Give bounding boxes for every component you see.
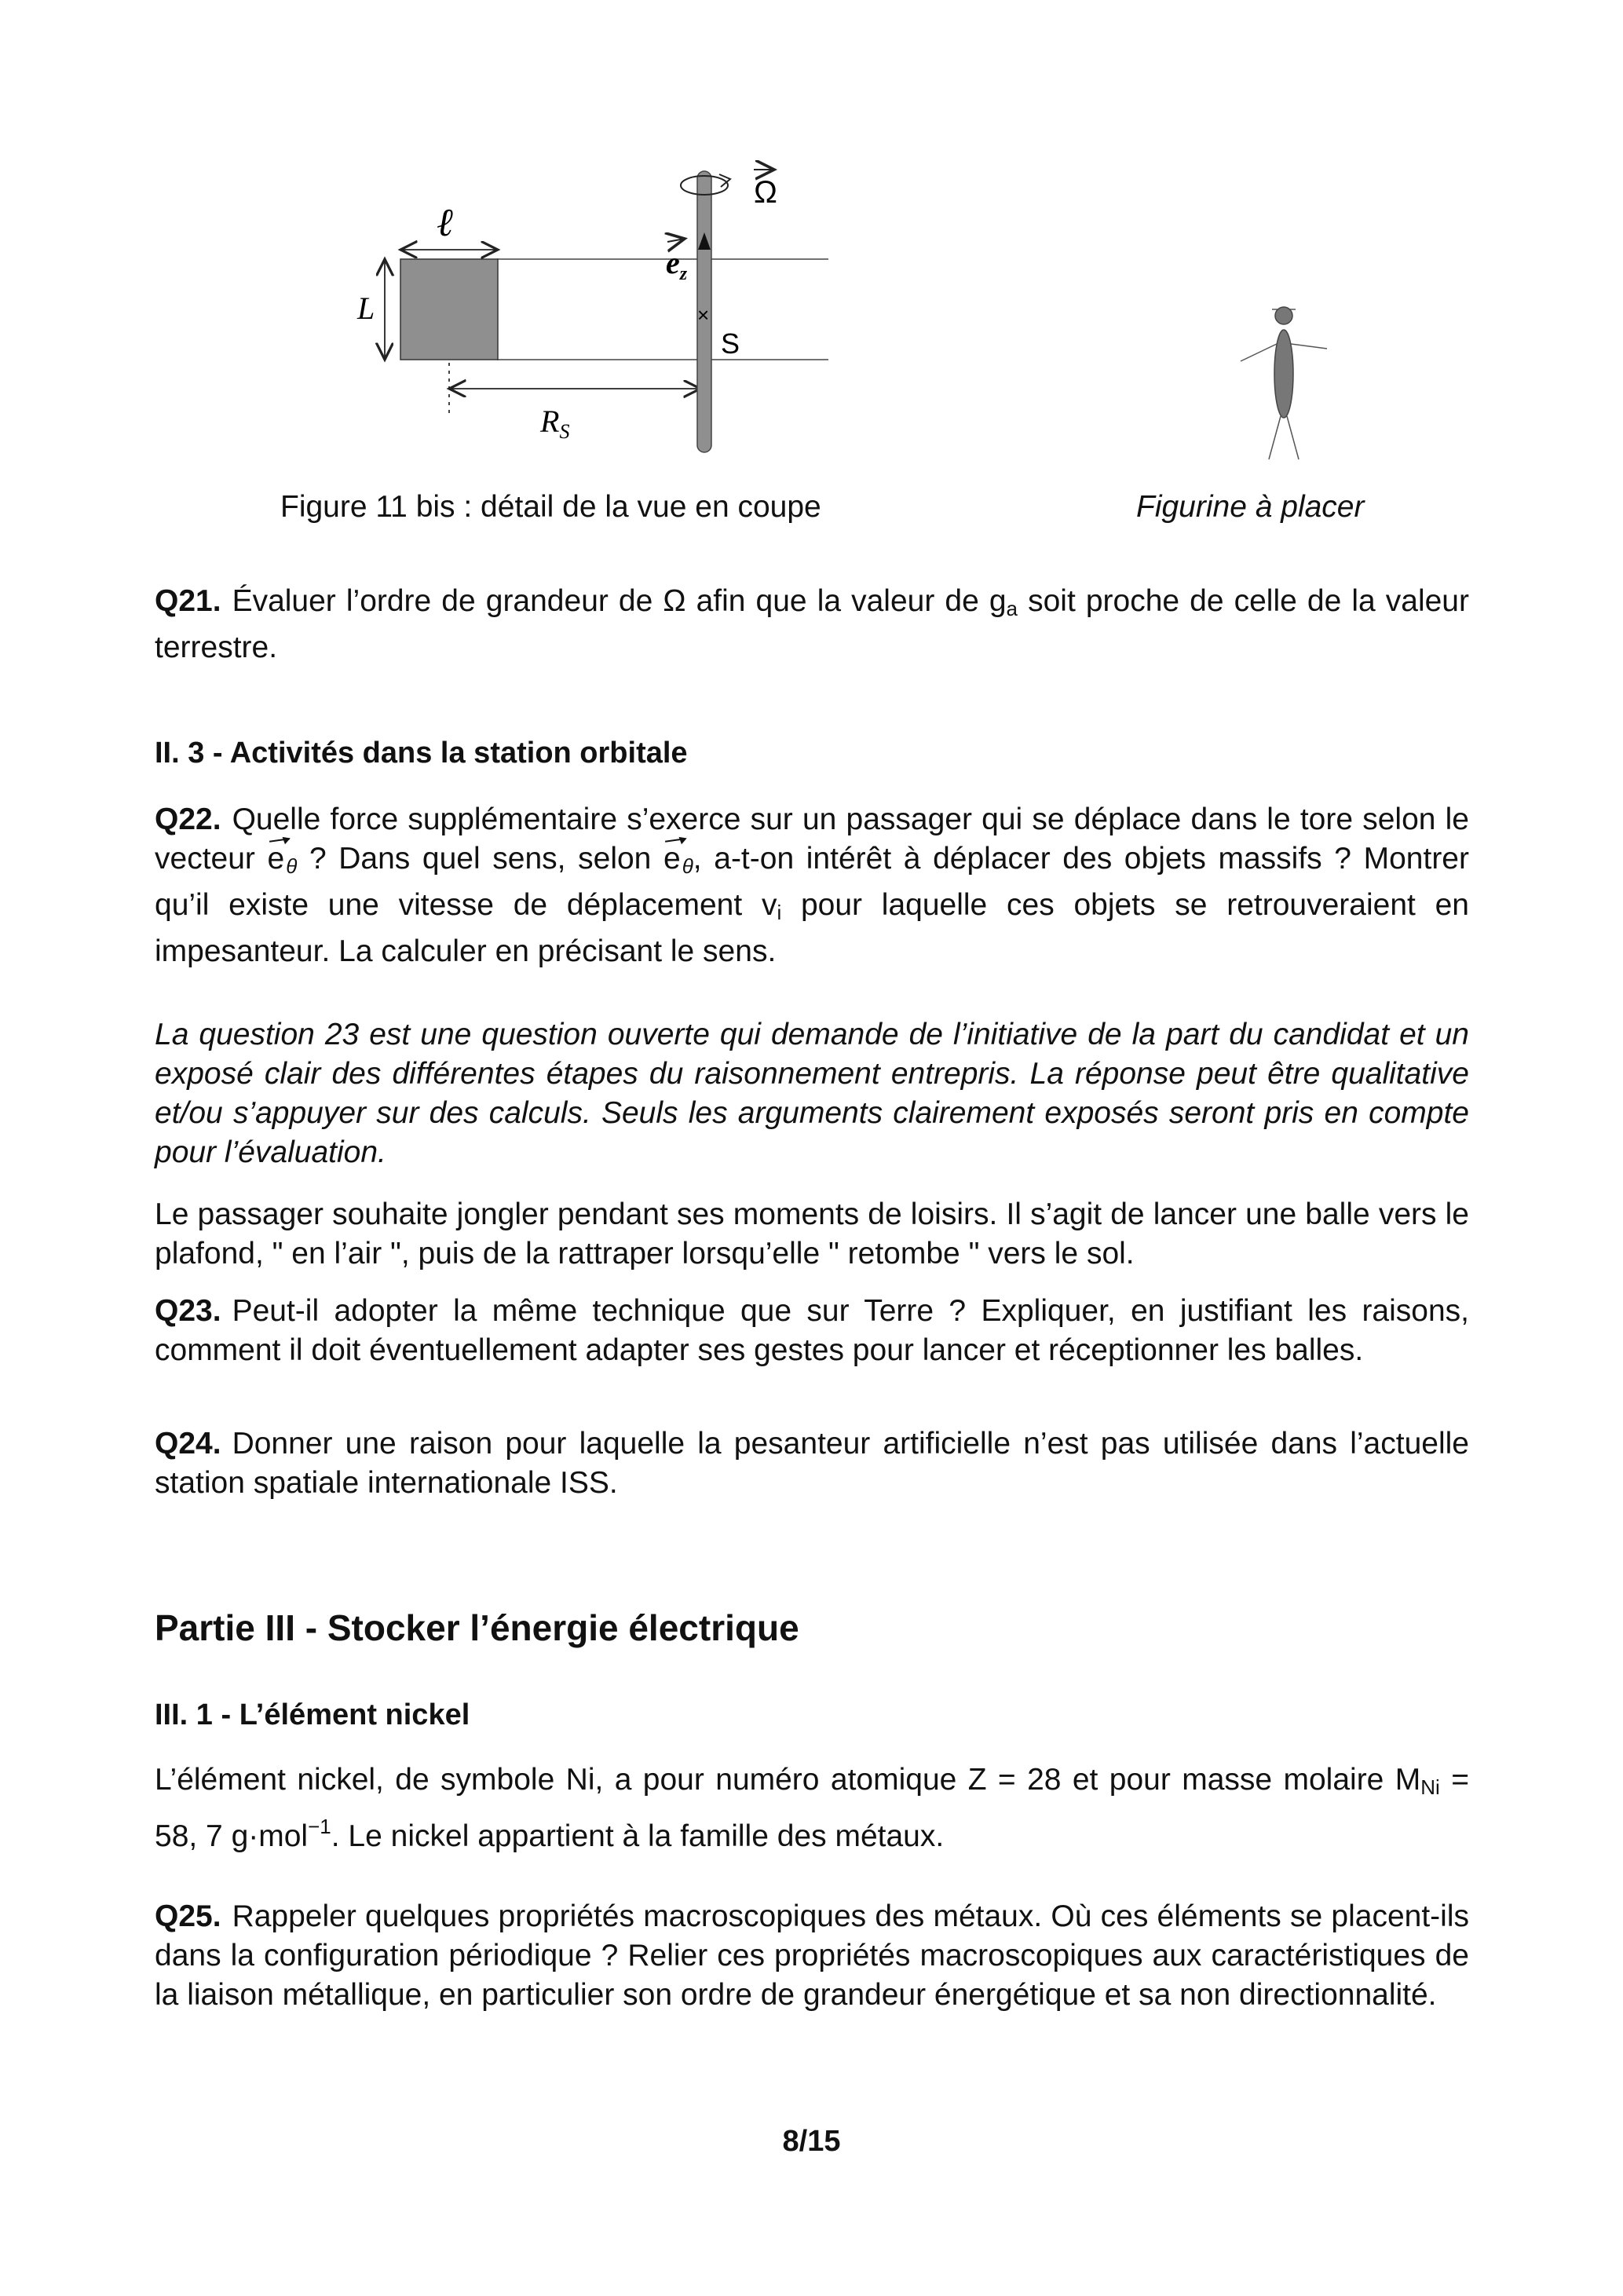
ez-vector-bar <box>667 239 685 242</box>
cross-section-figure <box>345 157 848 471</box>
s-label: S <box>721 327 740 360</box>
vector-e-theta: e <box>663 839 682 879</box>
height-label: L <box>357 291 375 326</box>
nickel-paragraph: L’élément nickel, de symbole Ni, a pour numéro atomique Z = 28 et pour masse molaire $M_{Ni} = 58$, 7 g·mol$^{-1}$. Le nickel appartient à la famille des métaux. <box>155 1763 1469 1853</box>
section-heading-ii3: II. 3 - Activités dans la station orbitale <box>155 737 688 770</box>
question-label: Q24. <box>155 1427 221 1461</box>
question-21: Q21. Évaluer l’ordre de grandeur de Ω afin que la valeur de $g_a$ soit proche de celle de la valeur terrestre. <box>155 584 1469 664</box>
point-cross: × <box>697 303 710 327</box>
question-24: Q24. Donner une raison pour laquelle la pesanteur artificielle n’est pas utilisée dans l’actuelle station spatiale internationale ISS. <box>155 1427 1469 1500</box>
width-label: ℓ <box>437 200 453 244</box>
question-23: Q23. Peut-il adopter la même technique que sur Terre ? Expliquer, en justifiant les raisons, comment il doit éventuellement adapter ses gestes pour lancer et réceptionner les balles. <box>155 1294 1469 1367</box>
question-label: Q25. <box>155 1899 221 1933</box>
question-label: Q23. <box>155 1294 221 1328</box>
ez-label: $e_z$ <box>666 245 688 284</box>
figure-caption-left: Figure 11 bis : détail de la vue en coupe <box>280 490 821 524</box>
question-label: Q21. <box>155 584 221 618</box>
question-label: Q22. <box>155 803 221 836</box>
figure-caption-right: Figurine à placer <box>1136 490 1365 524</box>
radius-label: $R_S$ <box>540 404 570 443</box>
vector-e-theta: e <box>268 839 287 879</box>
juggling-intro: Le passager souhaite jongler pendant ses moments de loisirs. Il s’agit de lancer une balle vers le plafond, " en l’air ", puis de la rattraper lorsqu’elle " retombe " vers le sol. <box>155 1197 1469 1270</box>
part-heading-iii: Partie III - Stocker l’énergie électrique <box>155 1607 799 1648</box>
omega-label: Ω <box>754 175 777 210</box>
cabin-block <box>400 259 498 360</box>
question-22: Q22. Quelle force supplémentaire s’exerce sur un passager qui se déplace dans le tore selon le vecteur eθ ? Dans quel sens, selon eθ, a-t-on intérêt à déplacer des objets massifs ? Montrer qu’il existe une vitesse de déplacement $v_i$ pour laquelle ces objets se retrouveraient en impesanteur. La calculer en précisant le sens. <box>155 803 1469 968</box>
open-question-note: La question 23 est une question ouverte qui demande de l’initiative de la part du candidat et un exposé clair des différentes étapes du raisonnement entrepris. La réponse peut être qualitative et/ou s’appuyer sur des calculs. Seuls les arguments clairement exposés seront pris en compte pour l’évaluation. <box>155 1018 1469 1169</box>
page-number: 8/15 <box>782 2125 841 2158</box>
question-25: Q25. Rappeler quelques propriétés macroscopiques des métaux. Où ces éléments se placent-ils dans la configuration périodique ? Relier ces propriétés macroscopiques aux caractéristiques de la liaison métallique, en particulier son ordre de grandeur énergétique et sa non directionnalité. <box>155 1899 1469 2012</box>
section-heading-iii1: III. 1 - L’élément nickel <box>155 1698 470 1731</box>
figurine <box>1225 298 1343 471</box>
